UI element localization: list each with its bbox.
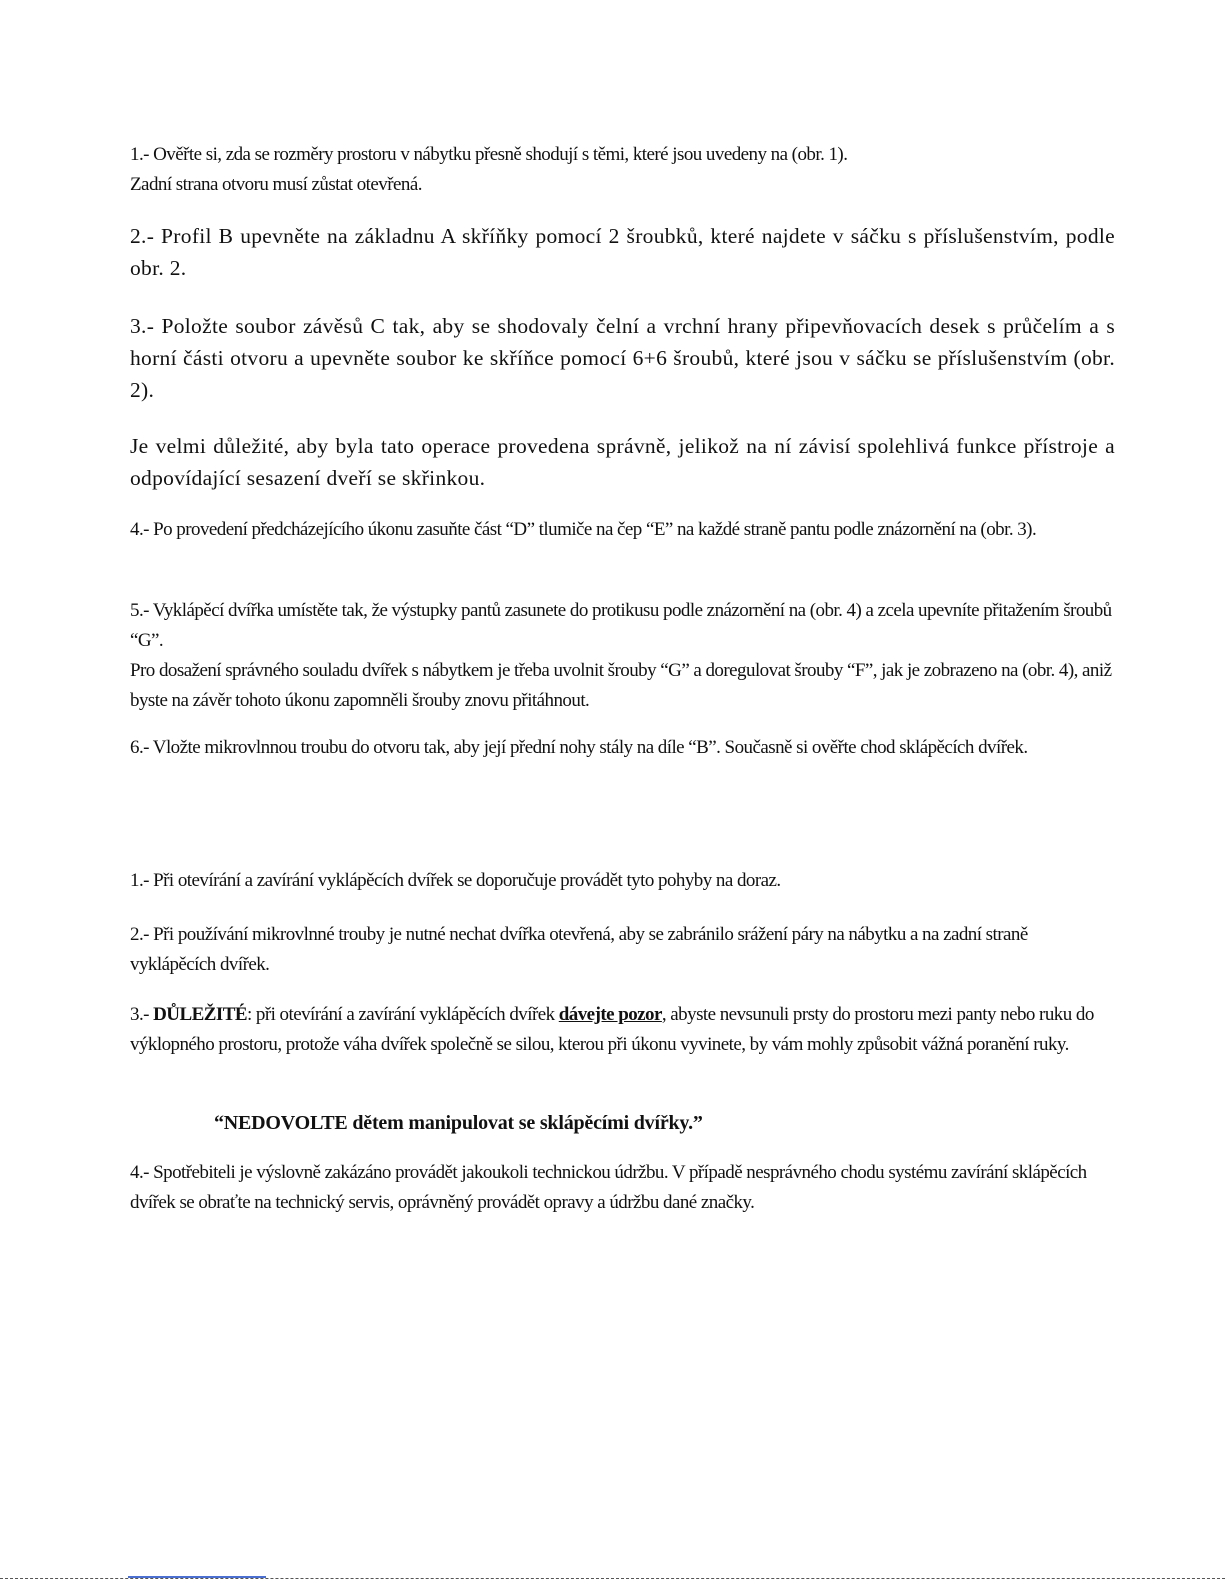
installation-step-5: [130, 596, 1115, 716]
installation-step-2: [130, 220, 1115, 284]
usage-step-4-text: 4.- Spotřebiteli je výslovně zakázáno provádět jakoukoli technickou údržbu. V případě nesprávného chodu systému zavírání sklápěcích dvířek se obraťte na technický servis, oprávněný provádět opravy a údržbu dané značky.: [130, 1162, 1087, 1213]
usage-step-4: [130, 1158, 1115, 1218]
installation-step-3-text: 3.- Položte soubor závěsů C tak, aby se shodovaly čelní a vrchní hrany připevňovacích desek s průčelím a s horní části otvoru a upevněte soubor ke skříňce pomocí 6+6 šroubů, které jsou v sáčku se příslušenstvím (obr. 2).: [130, 314, 1115, 402]
usage-step-2: [130, 920, 1115, 980]
usage-step-3-text: [130, 1000, 1115, 1060]
installation-step-5-text: 5.- Vyklápěcí dvířka umístěte tak, že výstupky pantů zasunete do protikusu podle znázornění na (obr. 4) a zcela upevníte přitažením šroubů “G”.: [130, 600, 1112, 651]
page-bottom-divider: [0, 1578, 1225, 1579]
installation-step-2-text: 2.- Profil B upevněte na základnu A skříňky pomocí 2 šroubků, které najdete v sáčku s příslušenstvím, podle obr. 2.: [130, 224, 1115, 280]
installation-step-4-text: 4.- Po provedení předcházejícího úkonu zasuňte část “D” tlumiče na čep “E” na každé straně pantu podle znázornění na (obr. 3).: [130, 519, 1037, 540]
page-bottom-mark: [128, 1576, 266, 1578]
usage-step-2-text: 2.- Při používání mikrovlnné trouby je nutné nechat dvířka otevřená, aby se zabránilo srážení páry na nábytku a na zadní straně vyklápěcích dvířek.: [130, 924, 1028, 975]
installation-step-1-line-2: Zadní strana otvoru musí zůstat otevřená.: [130, 174, 422, 195]
installation-step-3: [130, 310, 1115, 406]
usage-step-3-middle: : při otevírání a zavírání vyklápěcích dvířek: [246, 1004, 559, 1025]
usage-step-3-prefix: 3.-: [130, 1004, 154, 1025]
usage-step-3-rest: , abyste nevsunuli prsty do prostoru mezi panty nebo ruku do výklopného prostoru, protože váha dvířek společně se silou, kterou při úkonu vyvinete, by vám mohly způsobit vážná poranění ruky.: [130, 1004, 1094, 1055]
installation-step-1-line-1: 1.- Ověřte si, zda se rozměry prostoru v nábytku přesně shodují s těmi, které jsou uvedeny na (obr. 1).: [130, 144, 848, 165]
installation-step-1: [130, 140, 1115, 200]
installation-step-5-adjustment-text: Pro dosažení správného souladu dvířek s nábytkem je třeba uvolnit šrouby “G” a doregulovat šrouby “F”, jak je zobrazeno na (obr. 4), aniž byste na závěr tohoto úkonu zapomněli šrouby znovu přitáhnout.: [130, 660, 1112, 711]
installation-important-note-text: Je velmi důležité, aby byla tato operace provedena správně, jelikož na ní závisí spolehlivá funkce přístroje a odpovídající sesazení dveří se skřinkou.: [130, 434, 1115, 490]
child-safety-warning: “NEDOVOLTE dětem manipulovat se sklápěcími dvířky.”: [214, 1112, 703, 1134]
installation-step-6-text: 6.- Vložte mikrovlnnou troubu do otvoru tak, aby její přední nohy stály na díle “B”. Současně si ověřte chod sklápěcích dvířek.: [130, 737, 1028, 758]
installation-step-6: [130, 733, 1115, 763]
be-careful-emphasis: dávejte pozor: [558, 1004, 662, 1025]
usage-step-3: [130, 1000, 1115, 1060]
installation-step-4: [130, 515, 1115, 545]
usage-step-1-text: 1.- Při otevírání a zavírání vyklápěcích dvířek se doporučuje provádět tyto pohyby na doraz.: [130, 870, 781, 891]
installation-important-note: [130, 430, 1115, 494]
usage-step-1: [130, 866, 1115, 896]
important-label: DŮLEŽITÉ: [153, 1004, 247, 1025]
